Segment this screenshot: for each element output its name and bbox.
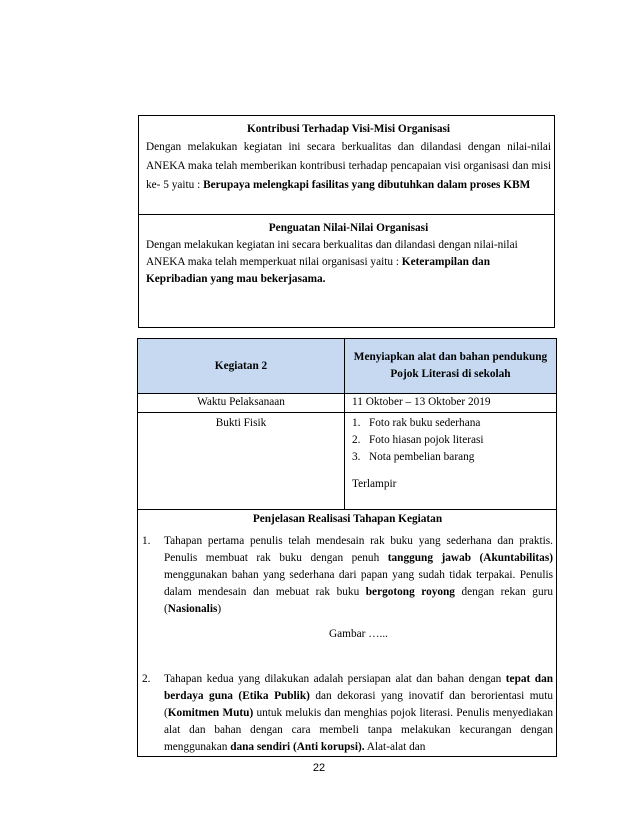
list-item: 1. Foto rak buku sederhana <box>352 417 481 429</box>
steps-list <box>142 533 553 756</box>
evidence-label: Bukti Fisik <box>215 417 267 429</box>
list-item: 1. Tahapan pertama penulis telah mendesain rak buku yang sederhana dan praktis. Penulis membuat rak buku dengan penuh tanggung jawab (Akuntabilitas) menggunakan bahan yang sederhana dari papan yang sudah tidak terpakai. Penulis dalam mendesain dan mebuat rak buku bergotong royong dengan rekan guru (Nasionalis) Gambar …... <box>142 533 553 671</box>
activity-label: Kegiatan 2 <box>214 359 268 372</box>
time-value-cell <box>345 394 557 413</box>
image-caption: Gambar …... <box>329 628 388 640</box>
evidence-cell <box>345 413 557 510</box>
activity-table <box>137 338 557 757</box>
list-item: 2. Tahapan kedua yang dilakukan adalah persiapan alat dan bahan dengan tepat dan berdaya guna (Etika Publik) dan dekorasi yang inovatif dan berorientasi mutu (Komitmen Mutu) untuk melukis dan menghias pojok literasi. Penulis menyediakan alat dan bahan dengan cara membeli tanpa melakukan kecurangan dengan menggunakan dana sendiri (Anti korupsi). Alat-alat dan <box>142 673 554 753</box>
strengthening-cell <box>139 215 555 328</box>
explanation-cell <box>138 510 557 757</box>
contribution-cell <box>139 116 555 215</box>
contribution-title: Kontribusi Terhadap Visi-Misi Organisasi <box>246 123 451 135</box>
organization-values-table <box>138 115 555 328</box>
time-label-cell <box>138 394 345 413</box>
activity-title: Menyiapkan alat dan bahan pendukung Pojok Literasi di sekolah <box>353 351 548 380</box>
strengthening-body: Dengan melakukan kegiatan ini secara berkualitas dan dilandasi dengan nilai-nilai ANEKA maka telah memperkuat nilai organisasi yaitu : <box>146 239 518 268</box>
page-number: 22 <box>312 762 326 774</box>
time-label: Waktu Pelaksanaan <box>197 396 285 408</box>
contribution-text <box>146 138 551 195</box>
list-item: 2. Foto hiasan pojok literasi <box>352 434 484 446</box>
activity-label-cell <box>138 339 345 394</box>
strengthening-text <box>146 237 551 288</box>
evidence-list <box>352 415 552 466</box>
explanation-title: Penjelasan Realisasi Tahapan Kegiatan <box>252 513 443 525</box>
contribution-bold: Berupaya melengkapi fasilitas yang dibutuhkan dalam proses KBM <box>203 179 531 191</box>
activity-title-cell <box>345 339 557 394</box>
list-item: 3. Nota pembelian barang <box>352 451 475 463</box>
time-value: 11 Oktober – 13 Oktober 2019 <box>352 396 491 408</box>
evidence-label-cell <box>138 413 345 510</box>
strengthening-bold: Keterampilan dan Kepribadian yang mau bekerjasama. <box>146 256 490 285</box>
evidence-note: Terlampir <box>352 478 397 490</box>
contribution-body: Dengan melakukan kegiatan ini secara berkualitas dan dilandasi dengan nilai-nilai ANEKA maka telah memberikan kontribusi terhadap pencapaian visi organisasi dan misi ke- 5 yaitu : <box>146 141 551 191</box>
strengthening-title: Penguatan Nilai-Nilai Organisasi <box>268 222 429 234</box>
